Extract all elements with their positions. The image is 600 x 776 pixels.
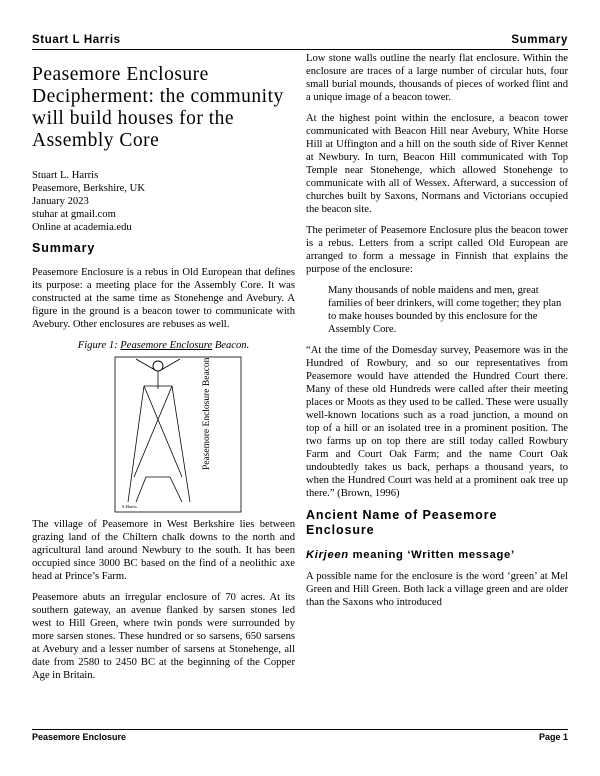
beacon-leg-left <box>128 386 144 502</box>
header-section: Summary <box>511 34 568 46</box>
author-name: Stuart L. Harris <box>32 170 99 181</box>
summary-paragraph-2: The village of Peasemore in West Berkshire lies between grazing land of the Chiltern chalk downs to the north and agricultural land around Newbury to the south. It has been occupied since 3000 BC based on the find of a neolithic axe head at Prince’s Farm. <box>32 519 295 582</box>
ancient-subheading-word: Kirjeen <box>306 549 349 561</box>
figure-caption-prefix: Figure 1: <box>77 340 121 351</box>
summary-paragraph-6: The perimeter of Peasemore Enclosure plus the beacon tower is a rebus. Letters from a script called Old European are arranged to form a message in Finnish that explains the purpose of the enclosure: <box>306 225 568 275</box>
ancient-subheading-rest: meaning ‘Written message’ <box>348 549 515 561</box>
author-block <box>32 169 295 234</box>
author-online: Online at academia.edu <box>32 222 132 233</box>
page-footer <box>32 732 568 746</box>
beacon-brace-1 <box>144 386 182 477</box>
rebus-quote: Many thousands of noble maidens and men, great families of beer drinkers, will come together; they plan to make houses bounded by this enclosure for the Assembly Core. <box>328 285 562 335</box>
beacon-lower-left <box>136 477 146 502</box>
beacon-lower-right <box>170 477 182 502</box>
figure-caption-suffix: Beacon. <box>212 340 250 351</box>
figure-caption-link[interactable]: Peasemore Enclosure <box>120 340 213 351</box>
ancient-subheading <box>306 548 568 562</box>
author-date: January 2023 <box>32 196 89 207</box>
beacon-brace-2 <box>134 386 172 477</box>
right-column <box>306 52 568 617</box>
figure-frame <box>115 357 241 512</box>
figure-vertical-label: Peasemore Enclosure Beacon <box>202 357 212 470</box>
header-author: Stuart L Harris <box>32 34 121 46</box>
beacon-arm-left <box>136 359 155 370</box>
beacon-arm-right <box>161 359 180 370</box>
beacon-leg-right <box>172 386 190 502</box>
page-header <box>32 34 568 49</box>
summary-paragraph-4: Low stone walls outline the nearly flat enclosure. Within the enclosure are traces of a large number of circular huts, four small burial mounds, thousands of pieces of worked flint and a unique image of a beacon tower. <box>306 53 568 103</box>
summary-paragraph-1: Peasemore Enclosure is a rebus in Old European that defines its purpose: a meeting place for the Assembly Core. It was constructed at the same time as Stonehenge and Avebury. A figure in the ground is a beacon tower to communicate with Avebury. Other enclosures are rebuses as well. <box>32 267 295 330</box>
footer-rule <box>32 729 568 730</box>
footer-title: Peasemore Enclosure <box>32 732 127 742</box>
header-rule <box>32 49 568 50</box>
figure-caption <box>32 339 295 352</box>
summary-paragraph-5: At the highest point within the enclosure, a beacon tower communicated with Beacon Hill near Avebury, White Horse Hill at Uffington and a hill on the south side of River Kennet at Newbury. In turn, Beacon Hill communicated with Top Temple near Stonehenge, which allowed Stonehenge to communicate with all of Wessex. Afterward, a succession of churches built by Saxons, Normans and Victorians occupied the beacon site. <box>306 113 568 215</box>
figure-credit: S.Harris <box>122 504 137 509</box>
author-location: Peasemore, Berkshire, UK <box>32 183 145 194</box>
page-number: Page 1 <box>538 732 568 742</box>
page-title: Peasemore Enclosure Decipherment: the community will build houses for the Assembly Core <box>32 64 284 151</box>
author-email: stuhar at gmail.com <box>32 209 116 220</box>
beacon-figure <box>108 355 248 515</box>
ancient-paragraph-1: A possible name for the enclosure is the word ‘green’ at Mel Green and Hill Green. Both lack a village green and are older than the Saxons who introduced <box>306 571 568 608</box>
summary-paragraph-7: “At the time of the Domesday survey, Peasemore was in the Hundred of Rowbury, and so our representatives from Peasemore would have attended the Hundred Court there. Many of these old Hundreds were called after their meeting places or Moots as they used to be called. These were usually well-known locations such as a road junction, a mound on top of a hill or an isolated tree in a prominent position. The two farms up on top there are still today called Rowbury Farm and Court Oak Farm; and the name Court Oak undoubtedly takes us back, perhaps a thousand years, to when the Hundred Court was held at a prominent oak tree up there.” (Brown, 1996) <box>306 345 568 499</box>
ancient-name-heading: Ancient Name of Peasemore Enclosure <box>306 508 498 537</box>
summary-heading: Summary <box>32 241 96 255</box>
summary-paragraph-3: Peasemore abuts an irregular enclosure of 70 acres. At its southern gateway, an avenue flanked by sarsen stones led west to Hill Green, where twin ponds were surrounded by more sarsen stones. These hundred or so sarsens, 650 sarsens at Avebury and a lesser number of sarsens at Stonehenge, all date from 2580 to 2450 BC at the beginning of the Copper Age in Britain. <box>32 592 295 681</box>
left-column <box>32 64 295 690</box>
